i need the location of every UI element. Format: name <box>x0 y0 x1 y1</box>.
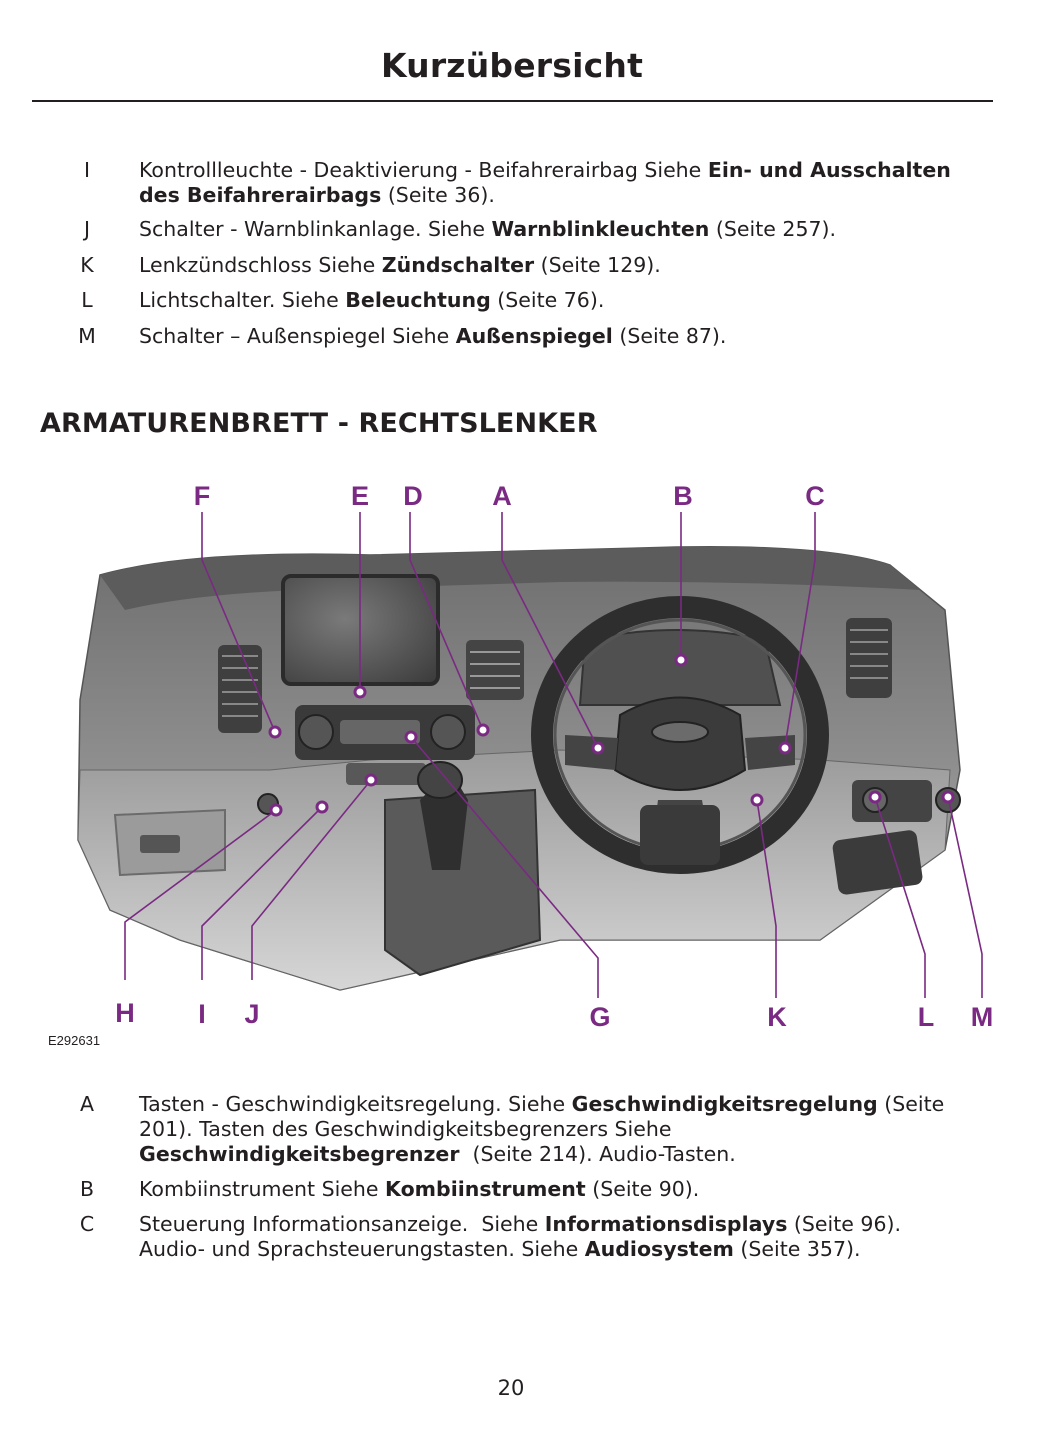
item-link[interactable]: Kombiinstrument <box>385 1177 586 1201</box>
item-link[interactable]: Beleuchtung <box>345 288 491 312</box>
dashboard-figure <box>40 470 1016 1050</box>
item-text: Schalter – Außenspiegel Siehe Außenspiegel (Seite 87). <box>139 324 727 348</box>
callout-label-h: H <box>115 998 135 1028</box>
item-link[interactable]: Informationsdisplays <box>544 1212 788 1236</box>
item-link-cont[interactable]: des Beifahrerairbags <box>139 183 382 207</box>
item-link[interactable]: Geschwindigkeitsregelung <box>571 1092 878 1116</box>
item-letter: I <box>83 158 91 182</box>
page-number: 20 <box>497 1376 525 1400</box>
callout-label-b: B <box>673 481 693 511</box>
callout-label-g: G <box>589 1002 611 1032</box>
item-letter: K <box>80 253 94 277</box>
item-link[interactable]: Ein- und Ausschalten <box>707 158 951 182</box>
item-text: Steuerung Informationsanzeige. Siehe Informationsdisplays (Seite 96). Audio- und Sprachsteuerungstasten. Siehe Audiosystem (Seite 357). <box>139 1212 902 1261</box>
item-link-2[interactable]: Audiosystem <box>584 1237 734 1261</box>
figure-id: E292631 <box>48 1033 101 1048</box>
left-vent <box>218 645 262 733</box>
title-divider <box>32 100 993 102</box>
item-text: Schalter - Warnblinkanlage. Siehe Warnblinkleuchten (Seite 257). <box>139 217 837 241</box>
item-link[interactable]: Außenspiegel <box>455 324 613 348</box>
callout-label-a: A <box>492 481 512 511</box>
item-link[interactable]: Zündschalter <box>381 253 535 277</box>
section-heading: ARMATURENBRETT - RECHTSLENKER <box>40 408 598 439</box>
center-vent <box>466 640 524 700</box>
dashboard-illustration <box>40 470 1016 1050</box>
steering-wheel-hub <box>615 698 745 791</box>
pedal <box>832 829 924 895</box>
callout-label-d: D <box>403 481 423 511</box>
steering-column <box>640 805 720 865</box>
item-letter: A <box>79 1092 95 1116</box>
item-link-2[interactable]: Geschwindigkeitsbegrenzer <box>139 1142 460 1166</box>
callout-line-m <box>948 797 982 998</box>
item-letter: M <box>78 324 96 348</box>
item-link[interactable]: Warnblinkleuchten <box>491 217 710 241</box>
item-letter: B <box>79 1177 95 1201</box>
page-title: Kurzübersicht <box>380 46 644 85</box>
item-letter: L <box>81 288 93 312</box>
callout-label-e: E <box>350 481 370 511</box>
item-text: Kontrollleuchte - Deaktivierung - Beifahrerairbag Siehe Ein- und Ausschalten des Beifahrerairbags (Seite 36). <box>139 158 951 207</box>
callout-label-c: C <box>805 481 825 511</box>
callout-label-f: F <box>193 481 211 511</box>
item-letter: J <box>83 217 91 241</box>
callout-label-k: K <box>767 1002 787 1032</box>
item-text: Lichtschalter. Siehe Beleuchtung (Seite 76). <box>139 288 605 312</box>
item-letter: C <box>79 1212 95 1236</box>
callout-label-j: J <box>244 999 260 1029</box>
callout-label-i: I <box>198 999 206 1029</box>
callout-label-m: M <box>970 1002 994 1032</box>
callout-label-l: L <box>917 1002 935 1032</box>
item-text: Lenkzündschloss Siehe Zündschalter (Seite 129). <box>139 253 661 277</box>
item-text: Tasten - Geschwindigkeitsregelung. Siehe Geschwindigkeitsregelung (Seite 201). Tasten des Geschwindigkeitsbegrenzers Siehe Geschwindigkeitsbegrenzer (Seite 214). Audio-Tasten. <box>139 1092 945 1166</box>
item-text: Kombiinstrument Siehe Kombiinstrument (Seite 90). <box>139 1177 700 1201</box>
